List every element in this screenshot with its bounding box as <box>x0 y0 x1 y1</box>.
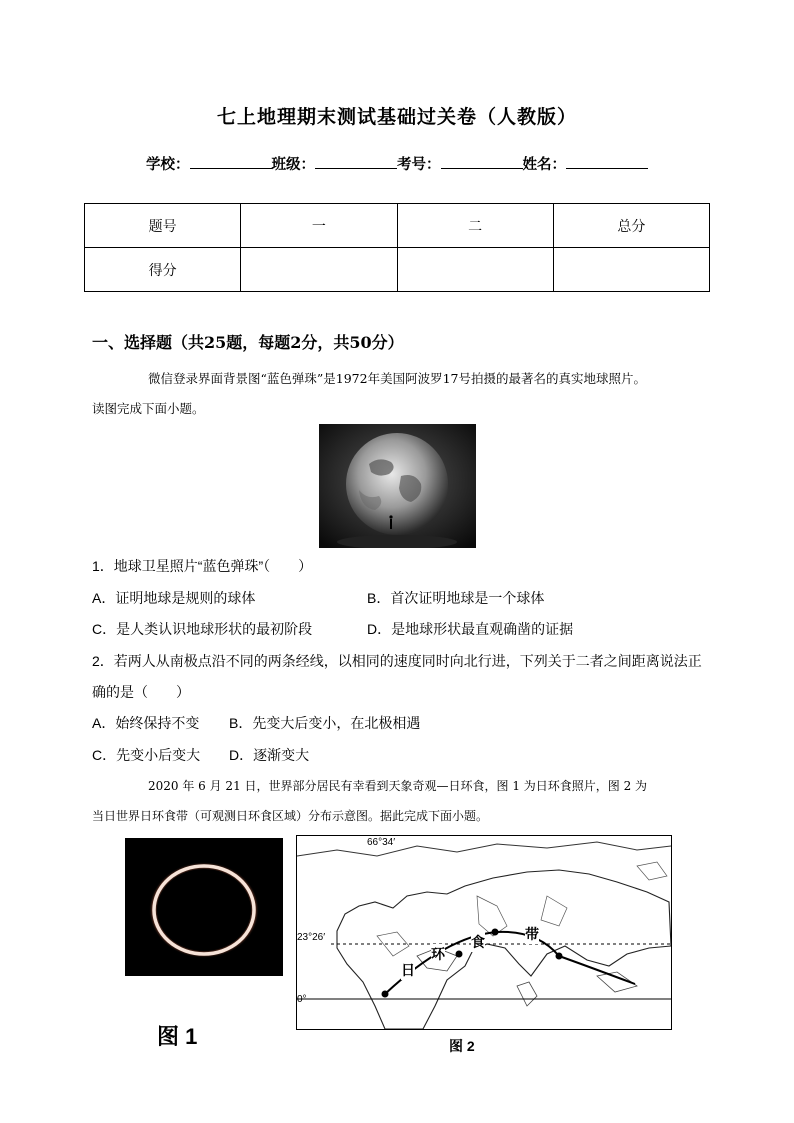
band-char-3: 食 <box>471 932 485 952</box>
q1-option-a[interactable]: A．证明地球是规则的球体 <box>92 590 256 606</box>
figure-2-label: 图 2 <box>449 1038 475 1054</box>
question-1-stem: 1．地球卫星照片“蓝色弹珠”（ ） <box>92 558 313 574</box>
row-label-score: 得分 <box>85 248 241 292</box>
score-table <box>84 203 710 292</box>
intro-paragraph-2-line1: 2020 年 6 月 21 日，世界部分居民有幸看到天象奇观—日环食，图 1 为日环食照片，图 2 为 <box>148 779 648 793</box>
score-cell-part-1[interactable] <box>241 248 397 292</box>
name-blank <box>566 154 648 169</box>
blue-marble-photo <box>319 424 476 548</box>
page-title: 七上地理期末测试基础过关卷（人教版） <box>216 106 577 128</box>
score-cell-part-2[interactable] <box>397 248 553 292</box>
lat-label-equator: 0° <box>297 994 307 1005</box>
exam-no-label: 考号： <box>397 156 441 173</box>
name-label: 姓名： <box>522 156 566 173</box>
q2-option-b[interactable]: B．先变大后变小，在北极相遇 <box>229 715 421 731</box>
score-table-header-row <box>85 204 710 248</box>
figure-2-eclipse-band-map <box>296 835 672 1030</box>
class-label: 班级： <box>271 156 315 173</box>
class-blank <box>315 154 397 169</box>
band-char-2: 环 <box>431 944 445 964</box>
eclipse-ring <box>125 838 283 976</box>
lat-label-tropic: 23°26′ <box>297 932 326 943</box>
student-info-line <box>0 153 794 174</box>
school-blank <box>190 154 272 169</box>
exam-no-blank <box>441 154 523 169</box>
school-label: 学校： <box>146 156 190 173</box>
q1-option-d[interactable]: D．是地球形状最直观确凿的证据 <box>367 621 574 637</box>
band-char-4: 带 <box>525 924 539 944</box>
q1-option-b[interactable]: B．首次证明地球是一个球体 <box>367 590 545 606</box>
q2-option-c[interactable]: C．先变小后变大 <box>92 747 201 763</box>
q1-option-c[interactable]: C．是人类认识地球形状的最初阶段 <box>92 621 313 637</box>
intro-paragraph-1-line2: 读图完成下面小题。 <box>92 401 205 416</box>
intro-paragraph-1-line1: 微信登录界面背景图“蓝色弹珠”是1972年美国阿波罗17号拍摄的最著名的真实地球照片。 <box>148 371 646 386</box>
q2-option-a[interactable]: A．始终保持不变 <box>92 715 200 731</box>
question-2-stem-line1: 2．若两人从南极点沿不同的两条经线，以相同的速度同时向北行进，下列关于二者之间距离说法正 <box>92 653 702 669</box>
score-table-score-row <box>85 248 710 292</box>
header-total: 总分 <box>553 204 709 248</box>
band-char-1: 日 <box>401 960 415 980</box>
q2-option-d[interactable]: D．逐渐变大 <box>229 747 310 763</box>
score-cell-total[interactable] <box>553 248 709 292</box>
header-part-2: 二 <box>397 204 553 248</box>
figure-1-annular-eclipse-photo <box>125 838 283 976</box>
question-2-stem-line2: 确的是（ ） <box>92 684 190 700</box>
figure-1-label: 图 1 <box>157 1024 198 1049</box>
header-part-1: 一 <box>241 204 397 248</box>
lat-label-arctic: 66°34′ <box>367 837 396 848</box>
section-heading: 一、选择题（共25题，每题2分，共50分） <box>92 333 404 352</box>
earth-image <box>319 424 476 548</box>
intro-paragraph-2-line2: 当日世界日环食带（可观测日环食区域）分布示意图。据此完成下面小题。 <box>92 809 489 823</box>
header-question-no: 题号 <box>85 204 241 248</box>
